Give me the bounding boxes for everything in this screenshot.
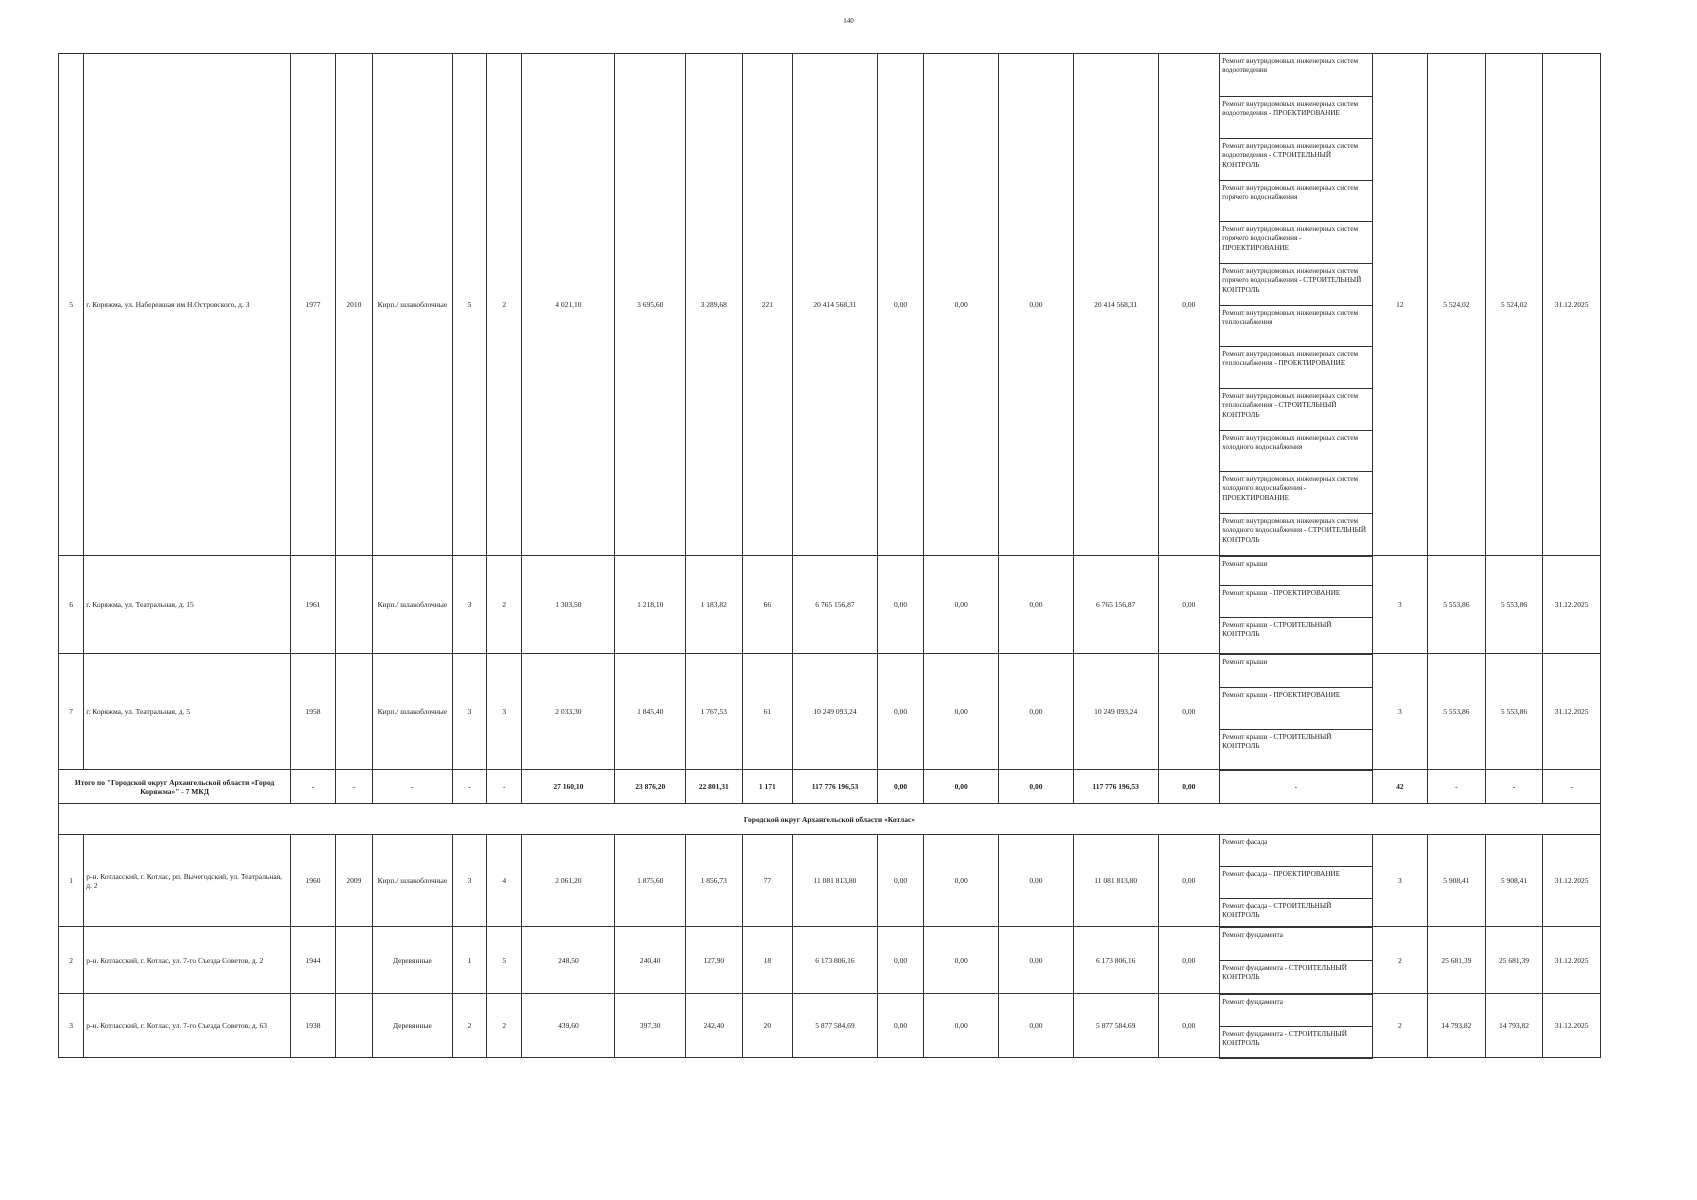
cell-year-built: 1938 (291, 994, 335, 1058)
cell-deadline: 31.12.2025 (1543, 556, 1601, 654)
cell-year-repair (335, 654, 372, 770)
cell-floors: 3 (452, 654, 486, 770)
total-wall-material: - (373, 770, 453, 804)
cell-residents: 77 (742, 835, 792, 927)
cell-unit-cost: 25 681,39 (1428, 927, 1486, 994)
cell-wall-material: Кирп./ шлакоблочные (373, 54, 453, 556)
work-item: Ремонт крыши (1220, 654, 1372, 688)
total-cost-local: 0,00 (999, 770, 1074, 804)
cell-area-total: 2 033,30 (522, 654, 615, 770)
cell-year-repair: 2010 (335, 54, 372, 556)
cell-cost-total: 5 877 584,69 (793, 994, 878, 1058)
cell-unit-cost-limit: 14 793,82 (1485, 994, 1543, 1058)
cell-unit-cost-limit: 5 553,86 (1485, 654, 1543, 770)
cell-work-count: 12 (1372, 54, 1428, 556)
cell-entrances: 3 (487, 654, 522, 770)
cell-cost-local: 0,00 (999, 556, 1074, 654)
capital-repair-table (58, 53, 1601, 1059)
cell-cost-regional: 0,00 (924, 556, 999, 654)
cell-cost-local: 0,00 (999, 994, 1074, 1058)
work-item: Ремонт крыши - СТРОИТЕЛЬНЫЙ КОНТРОЛЬ (1220, 730, 1372, 770)
cell-unit-cost-limit: 5 553,86 (1485, 556, 1543, 654)
total-area-residential: 22 801,31 (686, 770, 743, 804)
cell-cost-owners: 10 249 093,24 (1073, 654, 1158, 770)
cell-cost-regional: 0,00 (924, 654, 999, 770)
cell-residents: 20 (742, 994, 792, 1058)
total-cost-regional: 0,00 (924, 770, 999, 804)
cell-floors: 5 (452, 54, 486, 556)
cell-cost-regional: 0,00 (924, 835, 999, 927)
total-cost-owners: 117 776 196,53 (1073, 770, 1158, 804)
work-item: Ремонт фундамента - СТРОИТЕЛЬНЫЙ КОНТРОЛЬ (1220, 961, 1372, 994)
koryazhma-table-row (59, 556, 1601, 586)
cell-cost-other: 0,00 (1158, 556, 1220, 654)
cell-cost-regional: 0,00 (924, 927, 999, 994)
cell-entrances: 2 (487, 556, 522, 654)
cell-floors: 3 (452, 556, 486, 654)
work-item: Ремонт внутридомовых инженерных систем холодного водоснабжения - ПРОЕКТИРОВАНИЕ (1220, 472, 1372, 514)
kotlas-table-row (59, 927, 1601, 961)
cell-cost-other: 0,00 (1158, 994, 1220, 1058)
cell-cost-fund-fed: 0,00 (877, 835, 923, 927)
work-item: Ремонт крыши - ПРОЕКТИРОВАНИЕ (1220, 586, 1372, 618)
cell-area-residential: 1 856,73 (686, 835, 743, 927)
cell-wall-material: Кирп./ шлакоблочные (373, 556, 453, 654)
cell-residents: 221 (742, 54, 792, 556)
cell-residents: 61 (742, 654, 792, 770)
cell-unit-cost: 5 524,02 (1428, 54, 1486, 556)
work-item: Ремонт крыши - ПРОЕКТИРОВАНИЕ (1220, 688, 1372, 730)
cell-address: р-н. Котласский, г. Котлас, ул. 7-го Съезда Советов, д. 63 (84, 994, 291, 1058)
work-item: Ремонт крыши - СТРОИТЕЛЬНЫЙ КОНТРОЛЬ (1220, 618, 1372, 654)
cell-cost-fund-fed: 0,00 (877, 654, 923, 770)
cell-residents: 18 (742, 927, 792, 994)
cell-unit-cost-limit: 5 524,02 (1485, 54, 1543, 556)
cell-area-residential: 1 183,82 (686, 556, 743, 654)
cell-unit-cost-limit: 5 908,41 (1485, 835, 1543, 927)
total-work-count: 42 (1372, 770, 1428, 804)
cell-no: 3 (59, 994, 84, 1058)
cell-unit-cost-limit: 25 681,39 (1485, 927, 1543, 994)
cell-entrances: 2 (487, 994, 522, 1058)
cell-year-repair: 2009 (335, 835, 372, 927)
cell-cost-fund-fed: 0,00 (877, 927, 923, 994)
total-cost-fund-fed: 0,00 (877, 770, 923, 804)
cell-floors: 1 (452, 927, 486, 994)
cell-cost-total: 6 765 156,87 (793, 556, 878, 654)
total-label: Итого по "Городской округ Архангельской области «Город Коряжма»" - 7 МКД (59, 770, 291, 804)
cell-area-residential: 127,90 (686, 927, 743, 994)
cell-area-residential: 242,40 (686, 994, 743, 1058)
cell-no: 2 (59, 927, 84, 994)
cell-area-premises: 1 218,10 (615, 556, 686, 654)
cell-area-premises: 3 695,60 (615, 54, 686, 556)
total-area-premises: 23 876,20 (615, 770, 686, 804)
work-item: Ремонт внутридомовых инженерных систем теплоснабжения (1220, 306, 1372, 347)
total-year-built: - (291, 770, 335, 804)
cell-floors: 3 (452, 835, 486, 927)
cell-cost-owners: 6 765 156,87 (1073, 556, 1158, 654)
cell-area-total: 248,50 (522, 927, 615, 994)
cell-address: г. Коряжма, ул. Набережная им Н.Островского, д. 3 (84, 54, 291, 556)
cell-floors: 2 (452, 994, 486, 1058)
cell-address: г. Коряжма, ул. Театральная, д. 15 (84, 556, 291, 654)
work-item: Ремонт внутридомовых инженерных систем водоотведения (1220, 54, 1372, 97)
work-item: Ремонт фасада - ПРОЕКТИРОВАНИЕ (1220, 867, 1372, 899)
cell-cost-fund-fed: 0,00 (877, 556, 923, 654)
work-item: Ремонт внутридомовых инженерных систем горячего водоснабжения - СТРОИТЕЛЬНЫЙ КОНТРОЛЬ (1220, 264, 1372, 306)
cell-unit-cost: 14 793,82 (1428, 994, 1486, 1058)
cell-cost-other: 0,00 (1158, 927, 1220, 994)
cell-no: 7 (59, 654, 84, 770)
work-item: Ремонт внутридомовых инженерных систем холодного водоснабжения - СТРОИТЕЛЬНЫЙ КОНТРОЛЬ (1220, 514, 1372, 556)
cell-area-total: 2 061,20 (522, 835, 615, 927)
total-residents: 1 171 (742, 770, 792, 804)
cell-area-total: 439,60 (522, 994, 615, 1058)
cell-entrances: 4 (487, 835, 522, 927)
cell-area-residential: 3 289,68 (686, 54, 743, 556)
work-item: Ремонт фундамента (1220, 927, 1372, 961)
cell-work-count: 3 (1372, 835, 1428, 927)
cell-deadline: 31.12.2025 (1543, 54, 1601, 556)
section-header: Городской округ Архангельской области «Котлас» (59, 804, 1601, 835)
work-item: Ремонт внутридомовых инженерных систем теплоснабжения - ПРОЕКТИРОВАНИЕ (1220, 347, 1372, 389)
cell-no: 1 (59, 835, 84, 927)
cell-unit-cost: 5 908,41 (1428, 835, 1486, 927)
cell-year-built: 1958 (291, 654, 335, 770)
cell-wall-material: Кирп./ шлакоблочные (373, 835, 453, 927)
cell-cost-total: 20 414 568,31 (793, 54, 878, 556)
cell-year-repair (335, 927, 372, 994)
total-deadline: - (1543, 770, 1601, 804)
work-item: Ремонт фасада (1220, 835, 1372, 867)
cell-cost-fund-fed: 0,00 (877, 54, 923, 556)
cell-work-count: 2 (1372, 927, 1428, 994)
work-item: Ремонт внутридомовых инженерных систем холодного водоснабжения (1220, 431, 1372, 472)
cell-area-total: 4 021,10 (522, 54, 615, 556)
cell-year-built: 1960 (291, 835, 335, 927)
total-floors: - (452, 770, 486, 804)
koryazhma-table-row (59, 654, 1601, 688)
cell-area-total: 1 303,50 (522, 556, 615, 654)
total-year-repair: - (335, 770, 372, 804)
kotlas-table-row (59, 835, 1601, 867)
cell-area-premises: 397,30 (615, 994, 686, 1058)
cell-entrances: 2 (487, 54, 522, 556)
koryazhma-table-row (59, 54, 1601, 97)
cell-year-built: 1977 (291, 54, 335, 556)
work-item: Ремонт внутридомовых инженерных систем водоотведения - СТРОИТЕЛЬНЫЙ КОНТРОЛЬ (1220, 139, 1372, 181)
cell-cost-total: 10 249 093,24 (793, 654, 878, 770)
cell-deadline: 31.12.2025 (1543, 835, 1601, 927)
cell-address: г. Коряжма, ул. Театральная, д. 5 (84, 654, 291, 770)
total-area-total: 27 160,10 (522, 770, 615, 804)
cell-cost-other: 0,00 (1158, 654, 1220, 770)
page-number: 140 (843, 17, 854, 25)
cell-cost-total: 6 173 806,16 (793, 927, 878, 994)
kotlas-table-row (59, 994, 1601, 1027)
work-item: Ремонт фасада - СТРОИТЕЛЬНЫЙ КОНТРОЛЬ (1220, 899, 1372, 927)
work-item: Ремонт внутридомовых инженерных систем водоотведения - ПРОЕКТИРОВАНИЕ (1220, 97, 1372, 139)
cell-deadline: 31.12.2025 (1543, 994, 1601, 1058)
cell-deadline: 31.12.2025 (1543, 654, 1601, 770)
cell-area-premises: 240,40 (615, 927, 686, 994)
cell-year-built: 1944 (291, 927, 335, 994)
cell-year-repair (335, 994, 372, 1058)
cell-cost-owners: 6 173 806,16 (1073, 927, 1158, 994)
total-cost-total: 117 776 196,53 (793, 770, 878, 804)
cell-wall-material: Деревянные (373, 927, 453, 994)
cell-cost-local: 0,00 (999, 927, 1074, 994)
cell-cost-local: 0,00 (999, 54, 1074, 556)
work-item: Ремонт фундамента - СТРОИТЕЛЬНЫЙ КОНТРОЛЬ (1220, 1027, 1372, 1058)
work-item: Ремонт внутридомовых инженерных систем горячего водоснабжения - ПРОЕКТИРОВАНИЕ (1220, 222, 1372, 264)
cell-cost-regional: 0,00 (924, 54, 999, 556)
cell-cost-local: 0,00 (999, 835, 1074, 927)
work-item: Ремонт внутридомовых инженерных систем горячего водоснабжения (1220, 181, 1372, 222)
total-unit-cost: - (1428, 770, 1486, 804)
cell-unit-cost: 5 553,86 (1428, 654, 1486, 770)
cell-work-count: 2 (1372, 994, 1428, 1058)
cell-cost-regional: 0,00 (924, 994, 999, 1058)
cell-work-count: 3 (1372, 654, 1428, 770)
cell-year-repair (335, 556, 372, 654)
cell-address: р-н. Котласский, г. Котлас, рп. Вычегодский, ул. Театральная, д. 2 (84, 835, 291, 927)
cell-cost-other: 0,00 (1158, 54, 1220, 556)
total-works: - (1220, 770, 1372, 804)
work-item: Ремонт внутридомовых инженерных систем теплоснабжения - СТРОИТЕЛЬНЫЙ КОНТРОЛЬ (1220, 389, 1372, 431)
cell-address: р-н. Котласский, г. Котлас, ул. 7-го Съезда Советов, д. 2 (84, 927, 291, 994)
cell-wall-material: Кирп./ шлакоблочные (373, 654, 453, 770)
total-row (59, 770, 1601, 804)
section-header-row (59, 804, 1601, 835)
cell-cost-owners: 11 081 813,80 (1073, 835, 1158, 927)
cell-cost-total: 11 081 813,80 (793, 835, 878, 927)
cell-area-premises: 1 875,60 (615, 835, 686, 927)
cell-cost-local: 0,00 (999, 654, 1074, 770)
work-item: Ремонт крыши (1220, 556, 1372, 586)
cell-cost-owners: 5 877 584,69 (1073, 994, 1158, 1058)
cell-cost-other: 0,00 (1158, 835, 1220, 927)
cell-entrances: 5 (487, 927, 522, 994)
total-entrances: - (487, 770, 522, 804)
cell-residents: 66 (742, 556, 792, 654)
cell-area-premises: 1 845,40 (615, 654, 686, 770)
total-unit-cost-limit: - (1485, 770, 1543, 804)
cell-wall-material: Деревянные (373, 994, 453, 1058)
cell-no: 6 (59, 556, 84, 654)
cell-unit-cost: 5 553,86 (1428, 556, 1486, 654)
work-item: Ремонт фундамента (1220, 994, 1372, 1027)
total-cost-other: 0,00 (1158, 770, 1220, 804)
cell-cost-fund-fed: 0,00 (877, 994, 923, 1058)
cell-no: 5 (59, 54, 84, 556)
cell-work-count: 3 (1372, 556, 1428, 654)
cell-area-residential: 1 767,53 (686, 654, 743, 770)
cell-deadline: 31.12.2025 (1543, 927, 1601, 994)
cell-year-built: 1961 (291, 556, 335, 654)
cell-cost-owners: 20 414 568,31 (1073, 54, 1158, 556)
